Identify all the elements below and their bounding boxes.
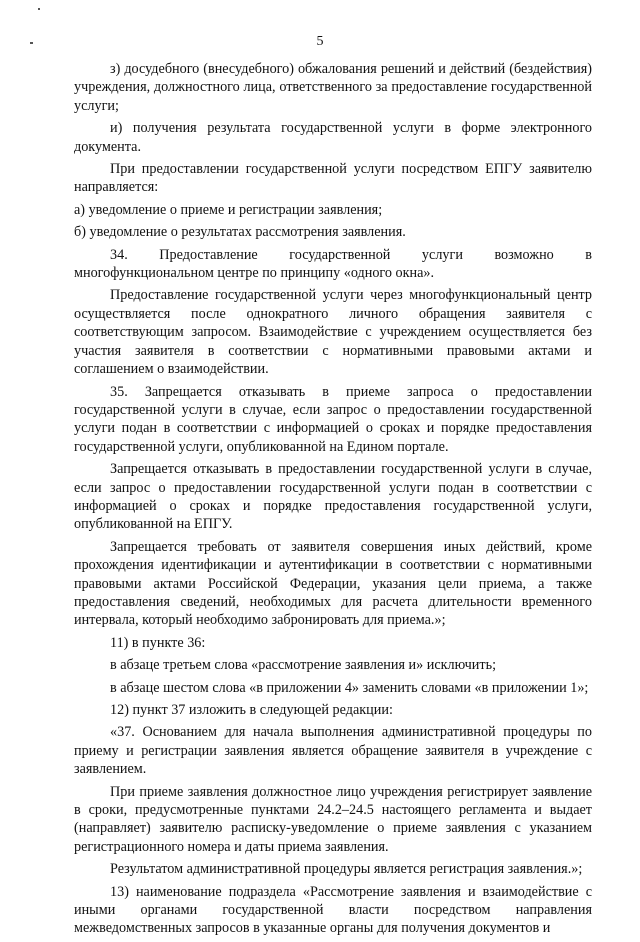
paragraph: «37. Основанием для начала выполнения административной процедуры по приему и регистрации заявления является обращение заявителя в учреждение с заявлением. <box>74 724 592 778</box>
paragraph: 35. Запрещается отказывать в приеме запроса о предоставлении государственной услуги в случае, если запрос о предоставлении государственной услуги подан в соответствии с информацией о сроках и порядке предоставления государственной услуги, опубликованной на Едином портале. <box>74 383 592 455</box>
document-body <box>74 60 592 942</box>
paragraph: в абзаце третьем слова «рассмотрение заявления и» исключить; <box>110 657 497 674</box>
paragraph: 12) пункт 37 изложить в следующей редакции: <box>110 702 393 718</box>
paragraph: При предоставлении государственной услуги посредством ЕПГУ заявителю направляется: <box>74 161 592 196</box>
paragraph: а) уведомление о приеме и регистрации заявления; <box>74 201 383 218</box>
paragraph: Запрещается отказывать в предоставлении государственной услуги в случае, если запрос о предоставлении государственной услуги подан в соответствии с информацией о сроках и порядке предоставления государственной услуги, опубликованной на ЕПГУ. <box>74 461 592 533</box>
paragraph: 11) в пункте 36: <box>110 634 206 651</box>
paragraph: 13) наименование подраздела «Рассмотрение заявления и взаимодействие с иными органами государственной власти посредством направления межведомственных запросов в указанные органы для получения документов и <box>74 883 592 937</box>
page-number: 5 <box>316 34 324 49</box>
paragraph: Результатом административной процедуры является регистрация заявления.»; <box>110 861 583 878</box>
paragraph: Запрещается требовать от заявителя совершения иных действий, кроме прохождения идентификации и аутентификации в соответствии с нормативными правовыми актами Российской Федерации, указания цели приема, а также предоставления сведений, необходимых для расчета длительности временного интервала, который необходимо забронировать для приема.»; <box>74 538 592 629</box>
paragraph: з) досудебного (внесудебного) обжалования решений и действий (бездействия) учреждения, должностного лица, ответственного за предоставление государственной услуги; <box>74 61 592 114</box>
paragraph: б) уведомление о результатах рассмотрения заявления. <box>74 224 406 241</box>
paragraph: 34. Предоставление государственной услуги возможно в многофункциональном центре по принципу «одного окна». <box>74 246 592 282</box>
paragraph: и) получения результата государственной услуги в форме электронного документа. <box>74 120 592 155</box>
paragraph: При приеме заявления должностное лицо учреждения регистрирует заявление в сроки, предусмотренные пунктами 24.2–24.5 настоящего регламента и выдает (направляет) заявителю расписку-уведомление о приеме заявления с указанием регистрационного номера и даты приема заявления. <box>74 783 592 855</box>
paragraph: Предоставление государственной услуги через многофункциональный центр осуществляется после однократного личного обращения заявителя с соответствующим запросом. Взаимодействие с учреждением осуществляется без участия заявителя в соответствии с нормативными правовыми актами и соглашением о взаимодействии. <box>74 287 592 378</box>
paragraph: в абзаце шестом слова «в приложении 4» заменить словами «в приложении 1»; <box>110 679 589 696</box>
scan-speck <box>38 8 40 10</box>
